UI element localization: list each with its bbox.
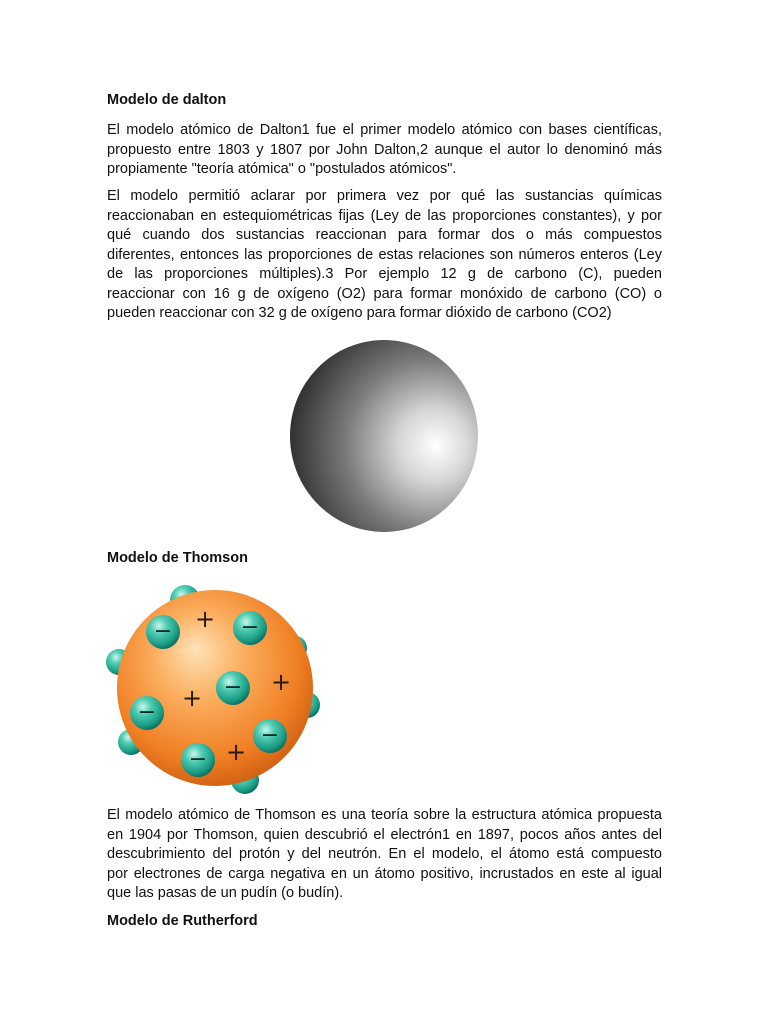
electron-icon [181,743,215,777]
text-line: qué cuando dos sustancias reaccionan para formar dos o más compuestos [107,227,662,243]
heading-rutherford: Modelo de Rutherford [107,913,258,929]
electron-icon [216,671,250,705]
text-line: descubrimiento del protón y del neutrón. En el modelo, el átomo está compuesto [107,846,662,862]
paragraph-dalton-proportions [107,187,662,324]
text-line: reaccionaban en estequiométricas fijas (Ley de las proporciones constantes), y por [107,207,662,224]
text-line: diferentes, entonces las proporciones de estas relaciones son números enteros (Ley [107,246,662,263]
paragraph-dalton-intro [107,121,662,180]
sphere-shape [290,340,478,532]
electron-icon [233,611,267,645]
text-line: en 1904 por Thomson, quien descubrió el electrón1 en 1897, pocos años antes del [107,826,662,843]
heading-thomson: Modelo de Thomson [107,550,248,566]
text-line: propuesto entre 1803 y 1807 por John Dalton,2 aunque el autor lo denominó más [107,141,662,158]
text-line: por electrones de carga negativa en un átomo positivo, incrustados en este al igual [107,865,662,882]
plus-sign: + [181,684,203,712]
plus-sign: + [194,605,216,633]
text-line: pueden reaccionar con 32 g de oxígeno para formar dióxido de carbono (CO2) [107,305,612,321]
electron-icon [130,696,164,730]
minus-sign: − [260,723,280,748]
dalton-sphere-image [288,338,480,534]
plus-sign: + [225,738,247,766]
plus-sign: + [270,668,292,696]
thomson-model-image [105,580,325,795]
text-line: propiamente "teoría atómica" o "postulados atómicos". [107,161,457,177]
text-line: El modelo atómico de Thomson es una teoría sobre la estructura atómica propuesta [107,807,662,823]
text-line: El modelo atómico de Dalton1 fue el primer modelo atómico con bases científicas, [107,122,662,138]
minus-sign: − [240,615,260,640]
heading-dalton: Modelo de dalton [107,92,227,108]
minus-sign: − [188,747,208,772]
text-line: El modelo permitió aclarar por primera vez por qué las sustancias químicas [107,188,662,204]
electron-icon [253,719,287,753]
minus-sign: − [153,619,173,644]
text-line: reaccionar con 16 g de oxígeno (O2) para formar monóxido de carbono (CO) o [107,285,662,302]
text-line: de las proporciones múltiples).3 Por ejemplo 12 g de carbono (C), pueden [107,266,662,282]
minus-sign: − [137,700,157,725]
minus-sign: − [223,675,243,700]
paragraph-thomson [107,806,662,904]
text-line: que las pasas de un pudín (o budín). [107,885,344,901]
electron-icon [146,615,180,649]
